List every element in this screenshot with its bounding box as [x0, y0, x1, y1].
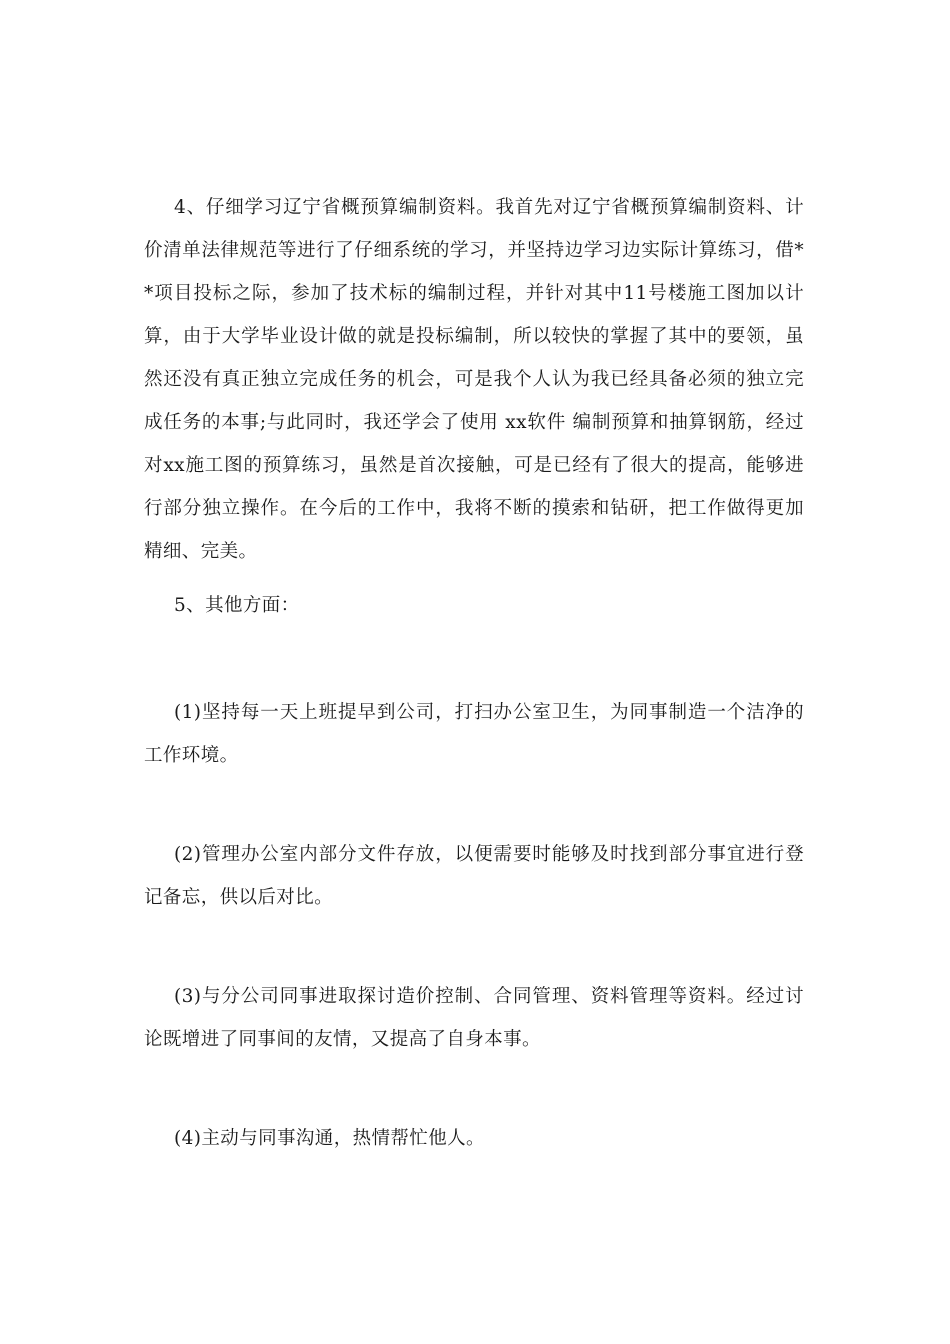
list-item-discussion: (3)与分公司同事进取探讨造价控制、合同管理、资料管理等资料。经过讨论既增进了同事间的友情，又提高了自身本事。 [144, 986, 804, 1050]
list-item-arrive-early: (1)坚持每一天上班提早到公司，打扫办公室卫生，为同事制造一个洁净的工作环境。 [144, 702, 804, 766]
paragraph-budget-study: 4、仔细学习辽宁省概预算编制资料。我首先对辽宁省概预算编制资料、计价清单法律规范等进行了仔细系统的学习，并坚持边学习边实际计算练习，借**项目投标之际，参加了技术标的编制过程，并针对其中11号楼施工图加以计算，由于大学毕业设计做的就是投标编制，所以较快的掌握了其中的要领，虽然还没有真正独立完成任务的机会，可是我个人认为我已经具备必须的独立完成任务的本事;与此同时，我还学会了使用 xx软件 编制预算和抽算钢筋，经过对xx施工图的预算练习，虽然是首次接触，可是已经有了很大的提高，能够进行部分独立操作。在今后的工作中，我将不断的摸索和钻研，把工作做得更加精细、完美。 [144, 197, 804, 562]
list-item-communication: (4)主动与同事沟通，热情帮忙他人。 [174, 1128, 485, 1149]
list-item-file-management: (2)管理办公室内部分文件存放，以便需要时能够及时找到部分事宜进行登记备忘，供以后对比。 [144, 844, 804, 908]
paragraph-other-aspects-heading: 5、其他方面： [174, 595, 300, 616]
